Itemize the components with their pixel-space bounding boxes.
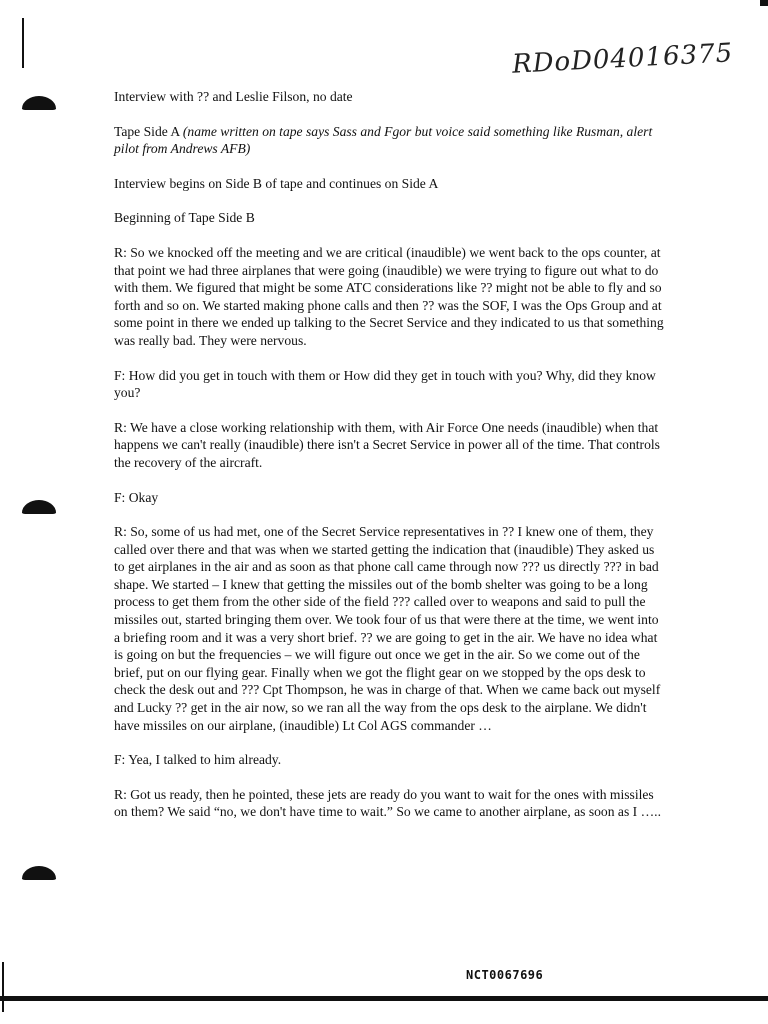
section-heading: Beginning of Tape Side B [114, 210, 255, 226]
transcript-paragraph: R: So we knocked off the meeting and we are critical (inaudible) we went back to the ops counter, at that point we had three airplanes that were going (inaudible) we were trying to figure out what to do with them. We figured that might be some ATC considerations like ?? might not be able to fly and so forth and so on. We started making phone calls and then ?? was the SOF, I was the Ops Group and at some point in there we ended up talking to the Secret Service and they indicated to us that something was really bad. They were nervous. [114, 244, 664, 348]
handwritten-document-id: RDoD04016375 [511, 38, 734, 80]
transcript-paragraph: R: We have a close working relationship with them, with Air Force One needs (inaudible) when that happens we can't really (inaudible) there isn't a Secret Service in power all of the time. That controls the recovery of the aircraft. [114, 419, 660, 470]
document-body [114, 88, 666, 838]
footer-document-number: NCT0067696 [466, 968, 544, 982]
transcript-paragraph: F: Yea, I talked to him already. [114, 752, 282, 768]
transcript-paragraph: F: How did you get in touch with them or How did they get in touch with you? Why, did they know you? [114, 367, 656, 401]
scan-corner-mark [760, 0, 768, 6]
interview-intro: Interview begins on Side B of tape and continues on Side A [114, 175, 439, 191]
tape-side-a-line [114, 123, 666, 158]
bottom-rule [0, 996, 768, 1001]
hole-punch-mark-bottom [22, 866, 56, 880]
transcript-paragraph: R: Got us ready, then he pointed, these jets are ready do you want to wait for the ones with missiles on them? We said “no, we don't have time to wait.” So we came to another airplane, as soon as I ….. [114, 786, 661, 820]
hole-punch-mark-middle [22, 500, 56, 514]
transcript-paragraph: F: Okay [114, 489, 159, 505]
tape-side-a-note: (name written on tape says Sass and Fgor but voice said something like Rusman, alert pilot from Andrews AFB) [114, 123, 653, 157]
tape-side-a-label: Tape Side A [114, 123, 183, 139]
hole-punch-mark-top [22, 96, 56, 110]
transcript-paragraph: R: So, some of us had met, one of the Secret Service representatives in ?? I knew one of them, they called over there and that was when we started getting the indication that (inaudible) They asked us to get airplanes in the air and as soon as that phone call came through now ??? us directly ??? in bad shape. We started – I knew that getting the missiles out of the bomb shelter was going to be a long process to get them from the other side of the field ??? called over to weapons and said to pull the missiles out, started bringing them over. We took four of us that were there at the time, we went into a briefing room and it was a very short brief. ?? we are going to get in the air. We have no idea what is going on but the frequencies – we will figure out once we get in the air. So we come out of the brief, put on our flying gear. Finally when we got the flight gear on we stopped by the ops desk to check the desk out and ??? Cpt Thompson, he was in charge of that. When we came back out myself and Lucky ?? get in the air now, so we ran all the way from the ops desk to the airplane. We didn't have missiles on our airplane, (inaudible) Lt Col AGS commander … [114, 524, 661, 733]
scan-edge-mark-top [22, 18, 24, 68]
scan-edge-mark-bottom [2, 962, 4, 1012]
interview-heading: Interview with ?? and Leslie Filson, no date [114, 89, 353, 104]
